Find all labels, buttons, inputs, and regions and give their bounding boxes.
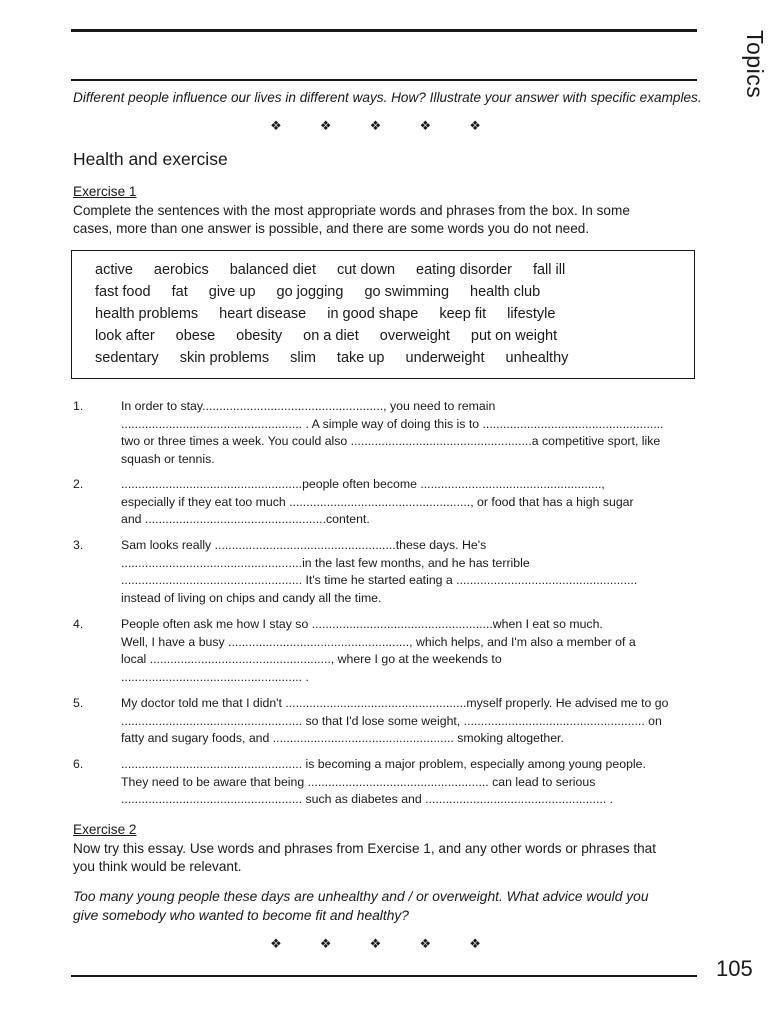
item-number: 2. — [73, 477, 84, 491]
word-box-term: take up — [336, 350, 385, 366]
word-box-term: lifestyle — [507, 306, 556, 322]
word-box-row — [95, 262, 586, 282]
item-line: ..................................................... . A simple way of doing this is to ..................................................... — [121, 416, 664, 431]
ornament-divider: ❖ ❖ ❖ ❖ ❖ — [270, 119, 498, 134]
item-line: local ....................................................., where I go at the weekends to — [121, 652, 502, 666]
word-box-term: on a diet — [303, 328, 359, 344]
item-line: two or three times a week. You could also .....................................................a competitive sport, like — [121, 434, 661, 448]
word-box-row — [95, 328, 578, 348]
essay-prompt-line: Too many young people these days are unhealthy and / or overweight. What advice would you — [73, 889, 649, 904]
item-number: 1. — [73, 399, 84, 413]
instructions-line: you think would be relevant. — [73, 858, 242, 874]
word-box-term: obesity — [236, 328, 283, 344]
word-box-term: aerobics — [153, 262, 209, 278]
word-box-term: fall ill — [532, 262, 566, 278]
ornament-divider: ❖ ❖ ❖ ❖ ❖ — [270, 937, 498, 952]
word-box-term: sedentary — [95, 350, 159, 366]
item-line: ..................................................... such as diabetes and ..................................................... . — [121, 792, 614, 806]
section-side-label: Topics — [742, 30, 768, 99]
word-box-term: skin problems — [179, 350, 270, 366]
item-number: 4. — [73, 617, 84, 631]
item-line: Sam looks really .....................................................these days. He's — [121, 538, 487, 552]
item-line: especially if they eat too much ....................................................., or food that has a high sugar — [121, 494, 634, 509]
word-box-row — [95, 284, 561, 304]
word-box-term: health club — [470, 284, 541, 300]
item-number: 3. — [73, 538, 84, 552]
word-box-term: overweight — [379, 328, 450, 344]
item-line: They need to be aware that being ..................................................... can lead to serious — [121, 774, 596, 789]
word-box-term: balanced diet — [229, 262, 316, 278]
word-box-term: give up — [208, 284, 256, 300]
item-line: .....................................................in the last few months, and he has terrible — [121, 555, 530, 570]
item-number: 5. — [73, 696, 84, 710]
word-box-term: keep fit — [439, 306, 487, 322]
section-title: Health and exercise — [73, 149, 228, 169]
word-box-term: fat — [171, 284, 188, 300]
exercise-2-instructions — [73, 840, 703, 875]
item-line: ..................................................... It's time he started eating a ..................................................... — [121, 573, 638, 587]
item-line: ..................................................... . — [121, 669, 309, 684]
item-line: instead of living on chips and candy all the time. — [121, 590, 382, 605]
exercise-2-essay-prompt — [73, 888, 713, 925]
instructions-line: Complete the sentences with the most appropriate words and phrases from the box. In some — [73, 203, 630, 218]
word-box-term: go swimming — [364, 284, 450, 300]
item-line: ..................................................... is becoming a major problem, especially among young people. — [121, 757, 646, 771]
instructions-line: Now try this essay. Use words and phrases from Exercise 1, and any other words or phrases that — [73, 841, 657, 856]
word-box-term: slim — [290, 350, 316, 366]
exercise-1-instructions — [73, 202, 703, 237]
item-line: Well, I have a busy ....................................................., which helps, and I'm also a member of a — [121, 634, 636, 649]
item-line: fatty and sugary foods, and ..................................................... smoking altogether. — [121, 731, 564, 745]
exercise-1-title: Exercise 1 — [73, 184, 137, 199]
word-box-term: go jogging — [276, 284, 344, 300]
word-box-term: look after — [95, 328, 155, 344]
instructions-line: cases, more than one answer is possible, and there are some words you do not need. — [73, 220, 590, 236]
word-box-term: cut down — [336, 262, 396, 278]
word-box-term: obese — [175, 328, 216, 344]
page-number: 105 — [716, 956, 753, 981]
item-line: squash or tennis. — [121, 451, 215, 466]
word-box-term: underweight — [405, 350, 485, 366]
word-box-term: active — [95, 262, 133, 278]
item-line: and .....................................................content. — [121, 512, 370, 526]
item-line: .....................................................people often become ....................................................., — [121, 477, 605, 491]
exercise-2-title: Exercise 2 — [73, 822, 137, 837]
word-box-row — [95, 306, 576, 326]
word-box-term: in good shape — [327, 306, 419, 322]
header-rule — [71, 79, 697, 81]
word-box-term: heart disease — [219, 306, 307, 322]
word-box — [71, 250, 695, 379]
word-box-row — [95, 350, 589, 370]
item-line: My doctor told me that I didn't .....................................................myself properly. He advised me to go — [121, 696, 669, 710]
word-box-term: put on weight — [470, 328, 558, 344]
item-line: People often ask me how I stay so .....................................................when I eat so much. — [121, 617, 603, 631]
word-box-term: health problems — [95, 306, 199, 322]
footer-rule — [71, 975, 697, 977]
essay-prompt-line: give somebody who wanted to become fit and healthy? — [73, 907, 409, 923]
intro-essay-prompt: Different people influence our lives in different ways. How? Illustrate your answer with specific examples. — [73, 90, 702, 105]
item-number: 6. — [73, 757, 84, 771]
word-box-term: fast food — [95, 284, 151, 300]
item-line: In order to stay....................................................., you need to remain — [121, 399, 496, 413]
item-line: ..................................................... so that I'd lose some weight, ..................................................... on — [121, 713, 662, 728]
word-box-term: unhealthy — [505, 350, 569, 366]
top-rule — [71, 29, 697, 32]
word-box-term: eating disorder — [416, 262, 512, 278]
